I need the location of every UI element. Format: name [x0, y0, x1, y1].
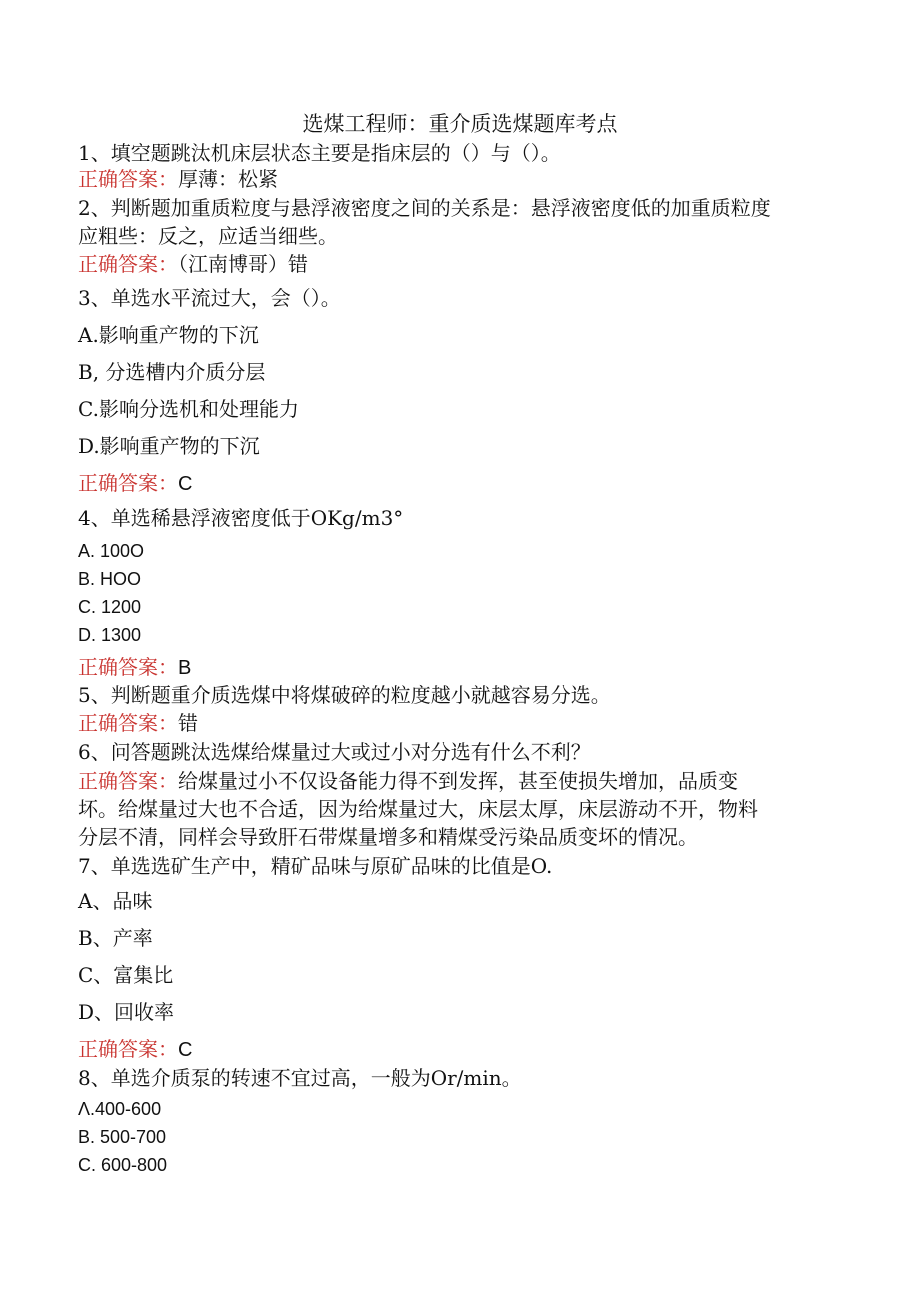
question-1: 1、填空题跳汰机床层状态主要是指床层的（）与（）。 — [78, 141, 561, 165]
option-4a: A. 100O — [78, 541, 145, 561]
option-7b: B、产率 — [78, 926, 153, 950]
answer-value: 给煤量过小不仅设备能力得不到发挥，甚至使损失增加，品质变 — [178, 769, 738, 793]
option-3a: A.影响重产物的下沉 — [78, 323, 259, 347]
answer-value: C — [178, 473, 193, 495]
answer-label: 正确答案： — [78, 471, 178, 495]
option-3c: C.影响分选机和处理能力 — [78, 397, 299, 421]
answer-6-line-2: 坏。给煤量过大也不合适，因为给煤量过大，床层太厚，床层游动不开，物料 — [78, 797, 758, 821]
answer-value: （江南博哥）错 — [178, 252, 308, 276]
option-3d: D.影响重产物的下沉 — [78, 434, 260, 458]
question-2-line-2: 应粗些：反之，应适当细些。 — [78, 224, 338, 248]
answer-value: C — [178, 1039, 193, 1061]
answer-label: 正确答案： — [78, 1037, 178, 1061]
option-8a: Λ.400-600 — [78, 1099, 162, 1119]
answer-6-line-1 — [78, 768, 738, 794]
option-8b: B. 500-700 — [78, 1127, 167, 1147]
answer-6-line-3: 分层不清，同样会导致肝石带煤量增多和精煤受污染品质变坏的情况。 — [78, 825, 698, 849]
question-4: 4、单选稀悬浮液密度低于OKg∕m3° — [78, 506, 404, 530]
answer-1 — [78, 166, 278, 192]
answer-value: B — [178, 657, 192, 679]
question-8: 8、单选介质泵的转速不宜过高，一般为Or∕min。 — [78, 1066, 522, 1090]
answer-label: 正确答案： — [78, 252, 178, 276]
option-4d: D. 1300 — [78, 625, 142, 645]
answer-3 — [78, 470, 192, 497]
question-7: 7、单选选矿生产中，精矿品味与原矿品味的比值是O. — [78, 854, 553, 878]
document-title: 选煤工程师：重介质选煤题库考点 — [302, 112, 618, 136]
option-7c: C、富集比 — [78, 963, 174, 987]
answer-value: 错 — [178, 711, 198, 735]
option-4c: C. 1200 — [78, 597, 142, 617]
question-3: 3、单选水平流过大，会（）。 — [78, 286, 341, 310]
question-6: 6、问答题跳汰选煤给煤量过大或过小对分选有什么不利？ — [78, 740, 591, 764]
answer-label: 正确答案： — [78, 655, 178, 679]
answer-5 — [78, 710, 198, 736]
answer-label: 正确答案： — [78, 167, 178, 191]
question-5: 5、判断题重介质选煤中将煤破碎的粒度越小就越容易分选。 — [78, 683, 611, 707]
answer-2 — [78, 251, 308, 277]
answer-label: 正确答案： — [78, 769, 178, 793]
option-3b: B, 分选槽内介质分层 — [78, 360, 266, 384]
option-7a: A、品味 — [78, 889, 153, 913]
answer-label: 正确答案： — [78, 711, 178, 735]
option-8c: C. 600-800 — [78, 1155, 168, 1175]
question-2-line-1: 2、判断题加重质粒度与悬浮液密度之间的关系是：悬浮液密度低的加重质粒度 — [78, 196, 771, 220]
answer-value: 厚薄：松紧 — [178, 167, 278, 191]
answer-4 — [78, 654, 191, 681]
option-4b: B. HOO — [78, 569, 142, 589]
answer-7 — [78, 1036, 192, 1063]
option-7d: D、回收率 — [78, 1000, 175, 1024]
